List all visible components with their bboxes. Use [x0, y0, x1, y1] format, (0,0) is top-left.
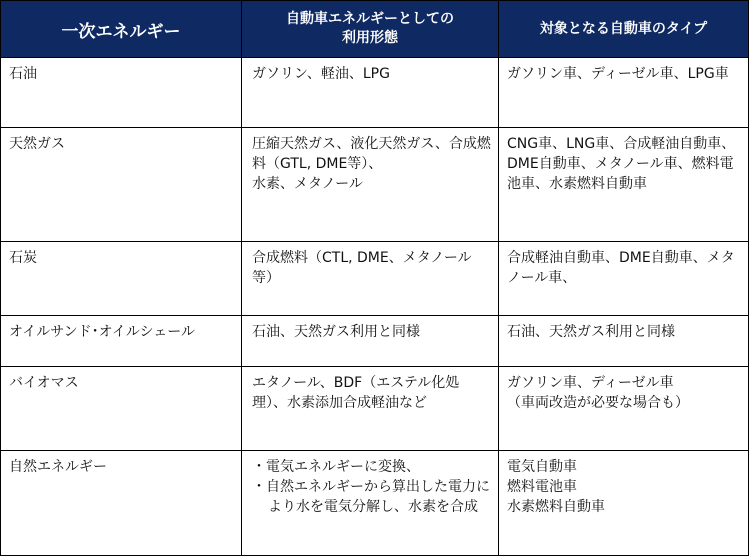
- cell-usage: 圧縮天然ガス、液化天然ガス、合成燃料（GTL, DME等）、 水素、メタノール: [242, 128, 499, 242]
- header-row: [1, 1, 749, 58]
- table-row: [1, 451, 749, 556]
- cell-vehicles: ガソリン車、ディーゼル車、LPG車: [499, 58, 749, 128]
- table-row: [1, 367, 749, 451]
- cell-vehicles: ガソリン車、ディーゼル車 （車両改造が必要な場合も）: [499, 367, 749, 451]
- cell-usage: 合成燃料（CTL, DME、メタノール等）: [242, 242, 499, 316]
- cell-source: 天然ガス: [1, 128, 242, 242]
- cell-source: オイルサンド･オイルシェール: [1, 316, 242, 367]
- cell-vehicles: 石油、天然ガス利用と同様: [499, 316, 749, 367]
- cell-usage: エタノール、BDF（エステル化処理）、水素添加合成軽油など: [242, 367, 499, 451]
- cell-usage: [242, 451, 499, 556]
- cell-vehicles: CNG車、LNG車、合成軽油自動車、DME自動車、メタノール車、燃料電池車、水素燃料自動車: [499, 128, 749, 242]
- cell-source: 石炭: [1, 242, 242, 316]
- cell-vehicles: 電気自動車 燃料電池車 水素燃料自動車: [499, 451, 749, 556]
- header-primary-energy: 一次エネルギー: [1, 1, 242, 58]
- table-row: [1, 128, 749, 242]
- cell-source: 石油: [1, 58, 242, 128]
- cell-source: 自然エネルギー: [1, 451, 242, 556]
- header-vehicle-type: 対象となる自動車のタイプ: [499, 1, 749, 58]
- table-row: [1, 242, 749, 316]
- header-usage-form: 自動車エネルギーとしての 利用形態: [242, 1, 499, 58]
- cell-usage: ガソリン、軽油、LPG: [242, 58, 499, 128]
- table-row: [1, 58, 749, 128]
- cell-source: バイオマス: [1, 367, 242, 451]
- usage-bullet-item: ・自然エネルギーから算出した電力により水を電気分解し、水素を合成: [252, 479, 490, 515]
- cell-usage: 石油、天然ガス利用と同様: [242, 316, 499, 367]
- usage-bullet-item: ・電気エネルギーに変換、: [252, 459, 420, 475]
- cell-vehicles: 合成軽油自動車、DME自動車、メタノール車、: [499, 242, 749, 316]
- table-row: [1, 316, 749, 367]
